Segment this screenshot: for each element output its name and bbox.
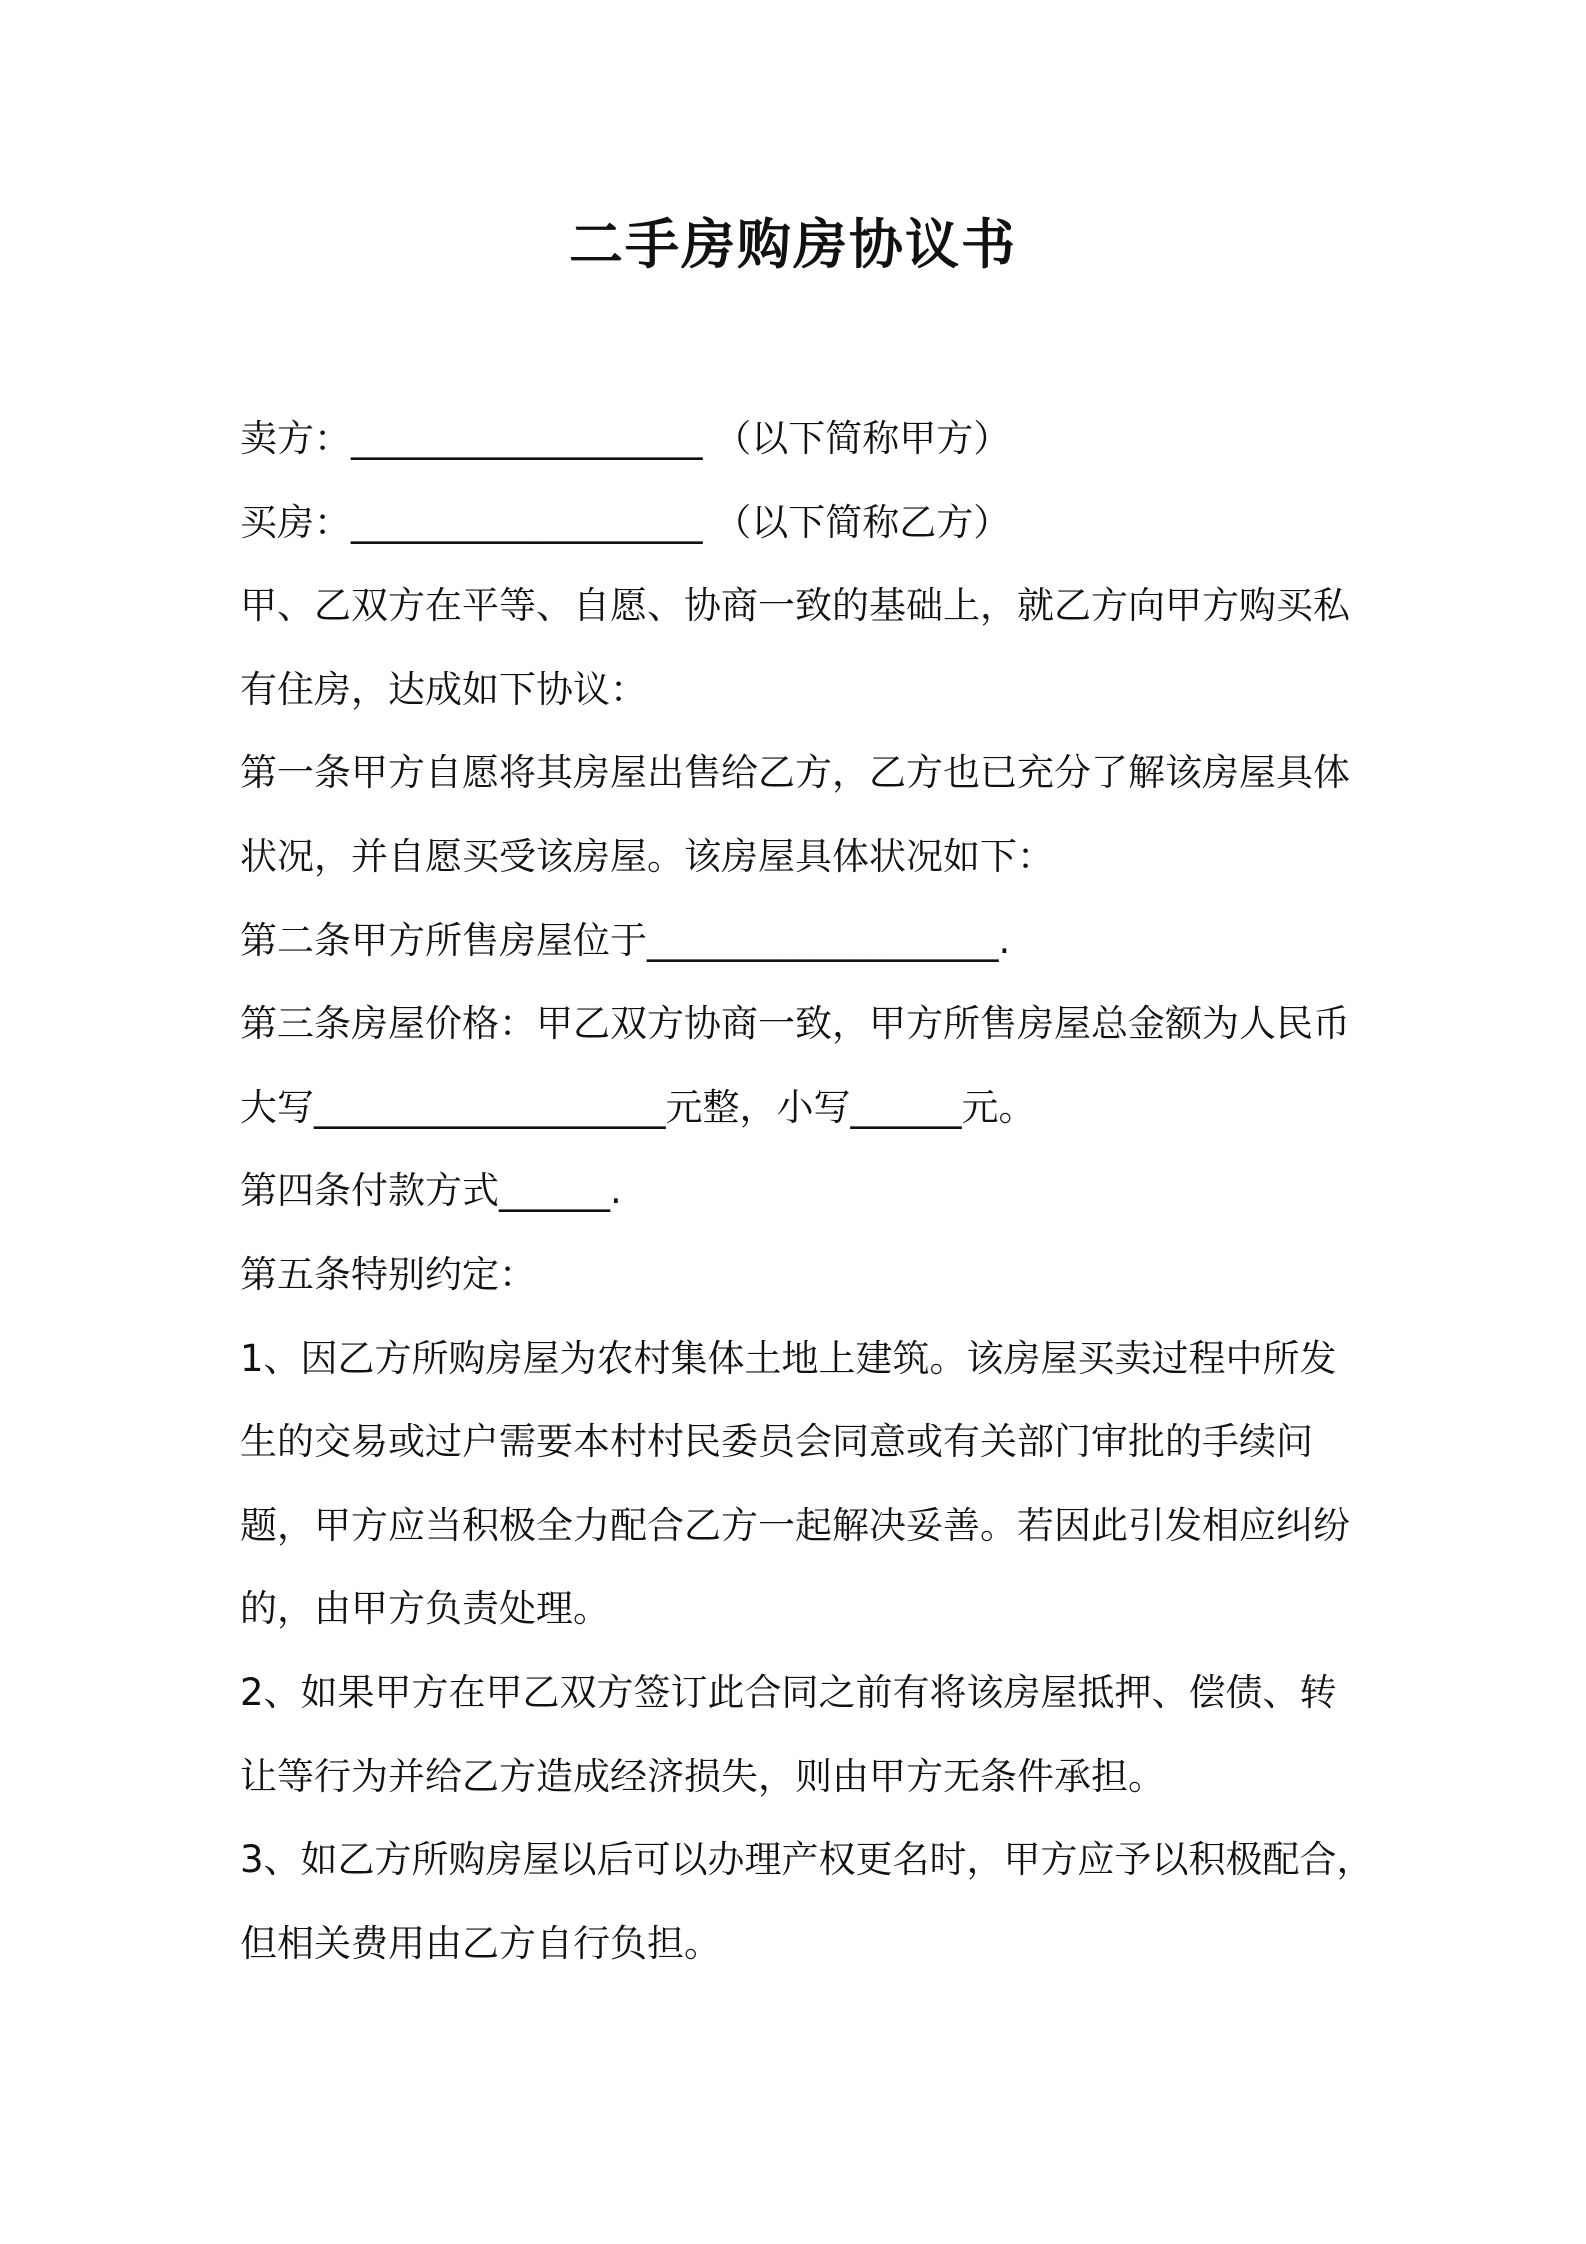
article-4-line: 第四条付款方式______. (240, 1169, 622, 1213)
document-body (240, 397, 1374, 1985)
clause-3-line: 但相关费用由乙方自行负担。 (240, 1921, 721, 1965)
document-title: 二手房购房协议书 (569, 213, 1017, 276)
article-3-line: 第三条房屋价格：甲乙双方协商一致，甲方所售房屋总金额为人民币 (240, 1002, 1350, 1046)
article-3-line: 大写___________________元整，小写______元。 (240, 1085, 1036, 1129)
clause-2-line: 让等行为并给乙方造成经济损失，则由甲方无条件承担。 (240, 1754, 1165, 1798)
clause-1-line: 题，甲方应当积极全力配合乙方一起解决妥善。若因此引发相应纠纷 (240, 1503, 1350, 1547)
seller-line: 卖方：___________________ （以下简称甲方） (240, 417, 1011, 460)
article-5-heading: 第五条特别约定： (240, 1252, 536, 1296)
preamble-line: 有住房，达成如下协议： (240, 667, 647, 711)
clause-3-line: 3、如乙方所购房屋以后可以办理产权更名时，甲方应予以积极配合， (240, 1838, 1374, 1882)
preamble-line: 甲、乙双方在平等、自愿、协商一致的基础上，就乙方向甲方购买私 (240, 584, 1350, 628)
article-1-line: 状况，并自愿买受该房屋。该房屋具体状况如下： (240, 834, 1054, 878)
clause-1-line: 的，由甲方负责处理。 (240, 1587, 610, 1631)
clause-1-line: 生的交易或过户需要本村村民委员会同意或有关部门审批的手续问 (240, 1420, 1313, 1464)
article-2-line: 第二条甲方所售房屋位于___________________. (240, 918, 1011, 962)
clause-1-line: 1、因乙方所购房屋为农村集体土地上建筑。该房屋买卖过程中所发 (240, 1336, 1337, 1380)
clause-2-line: 2、如果甲方在甲乙双方签订此合同之前有将该房屋抵押、偿债、转 (240, 1670, 1337, 1714)
buyer-line: 买房：___________________ （以下简称乙方） (240, 500, 1011, 544)
article-1-line: 第一条甲方自愿将其房屋出售给乙方，乙方也已充分了解该房屋具体 (240, 751, 1350, 795)
